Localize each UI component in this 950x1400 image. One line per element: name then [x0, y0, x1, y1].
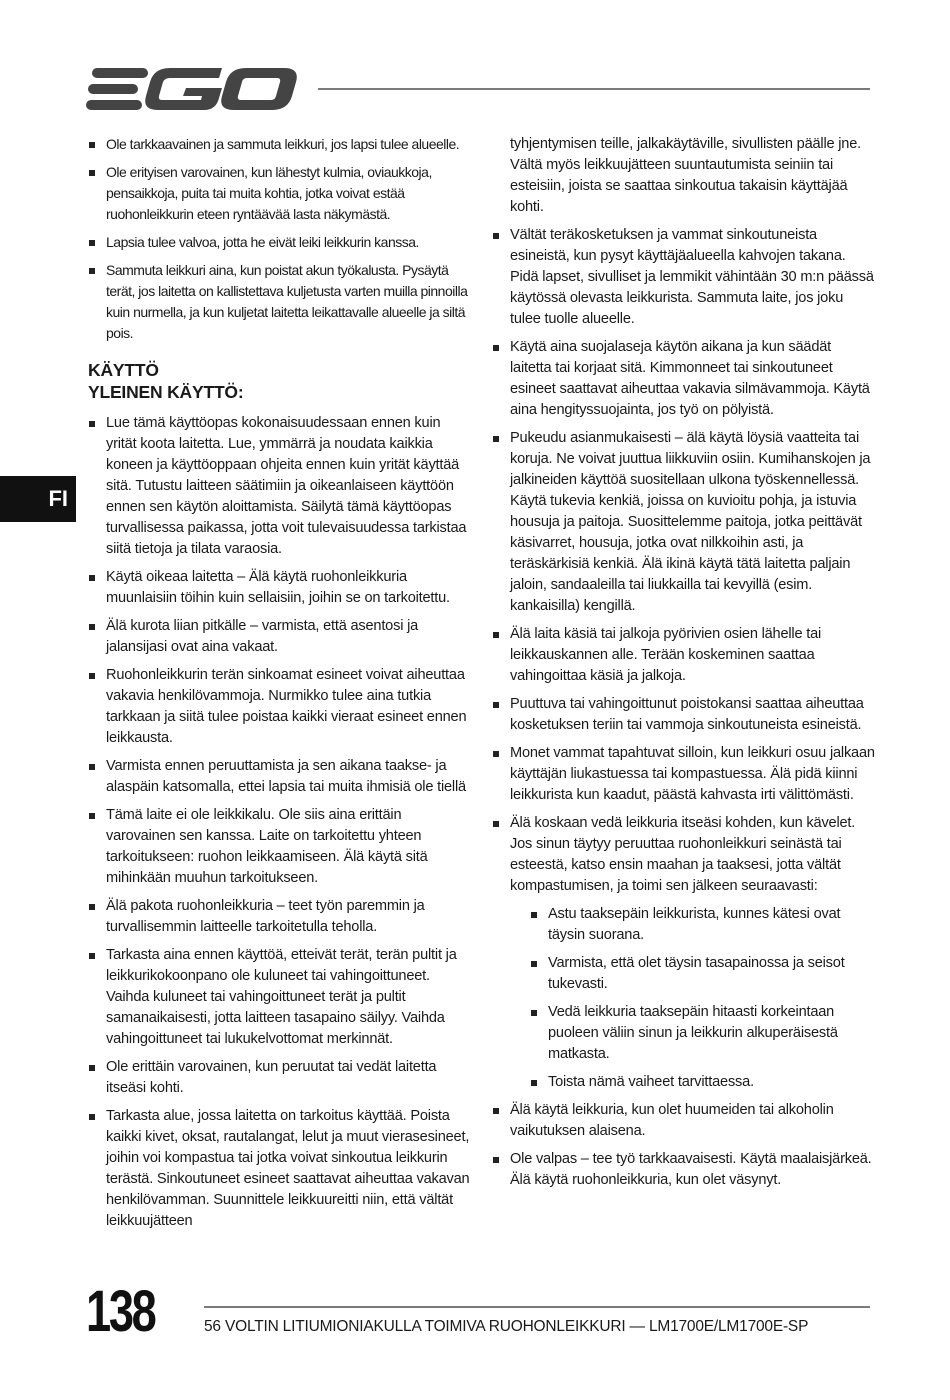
page-number: 138	[86, 1279, 155, 1344]
left-column	[88, 134, 470, 1239]
list-item: Ole erittäin varovainen, kun peruutat tai vedät laitetta itseäsi kohti.	[88, 1057, 470, 1099]
list-item-continuation: tyhjentymisen teille, jalkakäytäville, sivullisten päälle jne. Vältä myös leikkuujätteen suuntautumista seiniin tai esteisiin, joista se saattaa sinkoutua takaisin käyttäjää kohti.	[510, 136, 861, 215]
list-item: Älä pakota ruohonleikkuria – teet työn paremmin ja turvallisemmin laitteelle tarkoitetulla teholla.	[88, 896, 470, 938]
list-item: Lapsia tulee valvoa, jotta he eivät leiki leikkurin kanssa.	[88, 232, 470, 253]
list-item: Monet vammat tapahtuvat silloin, kun leikkuri osuu jalkaan käyttäjän liukastuessa tai kompastuessa. Älä pidä kiinni leikkurista kun kaadut, päästä kahvasta irti välittömästi.	[492, 743, 876, 806]
list-item: Älä käytä leikkuria, kun olet huumeiden tai alkoholin vaikutuksen alaisena.	[492, 1100, 876, 1142]
section-heading	[88, 359, 470, 403]
list-item: Tarkasta aina ennen käyttöä, etteivät terät, terän pultit ja leikkurikokoonpano ole kuluneet tai vahingoittuneet. Vaihda kuluneet tai vahingoittuneet terät ja pultit samanaikaisesti, jotta laitteen tasapaino säilyy. Vaihda vahingoittuneet tai lukukelvottomat merkinnät.	[88, 945, 470, 1050]
list-item: Puuttuva tai vahingoittunut poistokansi saattaa aiheuttaa kosketuksen teriin tai vammoja sinkoutuneista esineistä.	[492, 694, 876, 736]
section-title-kaytto: KÄYTTÖ	[88, 360, 159, 380]
list-item: Sammuta leikkuri aina, kun poistat akun työkalusta. Pysäytä terät, jos laitetta on kallistettava kuljetusta varten muilla pinnoilla kuin nurmella, ja kun kuljetat laitetta leikattavalle alueelle ja siltä pois.	[88, 260, 470, 344]
list-item: Käytä oikeaa laitetta – Älä käytä ruohonleikkuria muunlaisiin töihin kuin sellaisiin, joihin se on tarkoitettu.	[88, 567, 470, 609]
intro-list	[88, 134, 470, 344]
list-item: Ole tarkkaavainen ja sammuta leikkuri, jos lapsi tulee alueelle.	[88, 134, 470, 155]
sub-list-item: Vedä leikkuria taaksepäin hitaasti korkeintaan puoleen väliin sinun ja leikkurin alkuperäisestä matkasta.	[530, 1002, 876, 1065]
list-item: Tämä laite ei ole leikkikalu. Ole siis aina erittäin varovainen sen kanssa. Laite on tarkoitettu yhteen tarkoitukseen: ruohon leikkaamiseen. Älä käytä sitä mihinkään muuhun tarkoitukseen.	[88, 805, 470, 889]
general-use-list	[88, 413, 470, 1232]
list-item-text: Älä koskaan vedä leikkuria itseäsi kohden, kun kävelet. Jos sinun täytyy peruuttaa ruohonleikkuri seinästä tai esteestä, katso ensin maahan ja taaksesi, jotta vältät kompastumisen, ja toimi sen jälkeen seuraavasti:	[510, 815, 856, 894]
sub-list-item: Varmista, että olet täysin tasapainossa ja seisot tukevasti.	[530, 953, 876, 995]
language-tab: FI	[0, 476, 76, 522]
header-rule	[318, 88, 870, 90]
list-item: Vältät teräkosketuksen ja vammat sinkoutuneista esineistä, kun pysyt käyttäjäalueella kahvojen takana. Pidä lapset, sivulliset ja lemmikit vähintään 30 m:n päässä käytössä olevasta leikkurista. Sammuta laite, jos joku tulee tuolle alueelle.	[492, 225, 876, 330]
right-column	[492, 134, 876, 1198]
list-item: Ruohonleikkurin terän sinkoamat esineet voivat aiheuttaa vakavia henkilövammoja. Nurmikko tulee aina tutkia tarkkaan ja siitä tulee poistaa kaikki vieraat esineet ennen leikkausta.	[88, 665, 470, 749]
list-item: Älä laita käsiä tai jalkoja pyörivien osien lähelle tai leikkauskannen alle. Terään koskeminen saattaa vahingoittaa käsiä ja jalkoja.	[492, 624, 876, 687]
footer-rule	[204, 1306, 870, 1308]
list-item: Pukeudu asianmukaisesti – älä käytä löysiä vaatteita tai koruja. Ne voivat juuttua liikkuviin osiin. Kumihanskojen ja jalkineiden käyttöä suositellaan ulkona työskennellessä. Käytä tukevia kenkiä, joissa on kuvioitu pohja, ja istuvia housuja ja paitoja. Suosittelemme paitoja, jotka peittävät käsivarret, housuja, jotka ovat nilkkoihin asti, ja teräskärkisiä kenkiä. Älä ikinä käytä tätä laitetta paljain jaloin, sandaaleilla tai liukkailla tai kevyillä (esim. kankaisilla) kengillä.	[492, 428, 876, 617]
list-item: Ole erityisen varovainen, kun lähestyt kulmia, oviaukkoja, pensaikkoja, puita tai muita kohtia, jotka voivat estää ruohonleikkurin eteen ryntäävää lasta näkymästä.	[88, 162, 470, 225]
list-item: Älä kurota liian pitkälle – varmista, että asentosi ja jalansijasi ovat aina vakaat.	[88, 616, 470, 658]
continued-list	[492, 134, 876, 1191]
list-item: Varmista ennen peruuttamista ja sen aikana taakse- ja alaspäin katsomalla, ettei lapsia tai muita ihmisiä ole tiellä	[88, 756, 470, 798]
ego-logo	[86, 64, 298, 114]
list-item-with-steps	[492, 813, 876, 1093]
footer-product-title: 56 VOLTIN LITIUMIONIAKULLA TOIMIVA RUOHONLEIKKURI — LM1700E/LM1700E-SP	[204, 1318, 809, 1335]
section-title-yleinen-kaytto: YLEINEN KÄYTTÖ:	[88, 382, 244, 402]
sub-list-item: Toista nämä vaiheet tarvittaessa.	[530, 1072, 876, 1093]
list-item: Käytä aina suojalaseja käytön aikana ja kun säädät laitetta tai korjaat sitä. Kimmonneet tai sinkoutuneet esineet saattavat aiheuttaa vakavia silmävammoja. Käytä aina hengityssuojainta, jos työ on pölyistä.	[492, 337, 876, 421]
list-item: Lue tämä käyttöopas kokonaisuudessaan ennen kuin yrität koota laitetta. Lue, ymmärrä ja noudata kaikkia koneen ja käyttöoppaan ohjeita ennen kuin yrität käyttää sitä. Tutustu laitteen säätimiin ja oikeanlaiseen käyttöön ennen sen käytön aloittamista. Säilytä tämä käyttöopas turvallisessa paikassa, jotta voit tulevaisuudessa tarkistaa siitä tietoja ja tilata varaosia.	[88, 413, 470, 560]
sub-list-item: Astu taaksepäin leikkurista, kunnes kätesi ovat täysin suorana.	[530, 904, 876, 946]
steps-sublist	[510, 904, 876, 1093]
list-item: Tarkasta alue, jossa laitetta on tarkoitus käyttää. Poista kaikki kivet, oksat, rautalangat, lelut ja muut vierasesineet, joihin voi kompastua tai jotka voivat sinkoutua leikkurin terästä. Sinkoutuneet esineet saattavat aiheuttaa vakavan henkilövamman. Suunnittele leikkuureitti niin, että vältät leikkuujätteen	[88, 1106, 470, 1232]
list-item: Ole valpas – tee työ tarkkaavaisesti. Käytä maalaisjärkeä. Älä käytä ruohonleikkuria, kun olet väsynyt.	[492, 1149, 876, 1191]
